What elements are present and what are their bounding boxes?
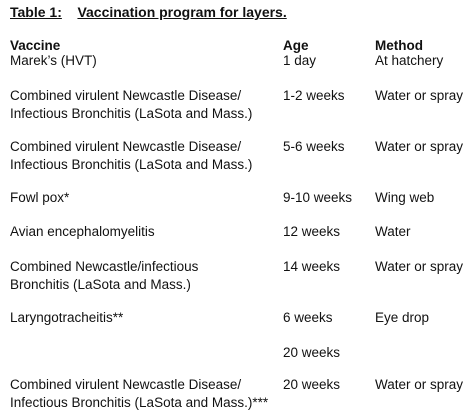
row-9-vaccine-line-2: Infectious Bronchitis (LaSota and Mass.)*** [10, 395, 269, 410]
row-7-vaccine [10, 309, 123, 327]
row-6-vaccine-line-2: Bronchitis (LaSota and Mass.) [10, 277, 191, 292]
row-9-age: 20 weeks [283, 377, 341, 392]
row-5-method: Water [375, 224, 411, 239]
row-9-method: Water or spray [375, 377, 464, 392]
row-2-vaccine-line-2: Infectious Bronchitis (LaSota and Mass.) [10, 106, 253, 121]
table-title-text: Vaccination program for layers. [77, 4, 287, 20]
row-3-vaccine [10, 138, 252, 174]
row-6-age: 14 weeks [283, 259, 341, 274]
row-6-vaccine-line-1: Combined Newcastle/infectious [10, 259, 199, 274]
row-2-method: Water or spray [375, 88, 464, 103]
row-9-vaccine [10, 376, 268, 412]
row-8-age: 20 weeks [283, 345, 341, 360]
row-1-method: At hatchery [375, 53, 444, 68]
table-title-prefix: Table 1: [10, 4, 62, 20]
row-7-vaccine-line-1: Laryngotracheitis** [10, 310, 124, 325]
row-7-age: 6 weeks [283, 310, 333, 325]
row-2-age: 1-2 weeks [283, 88, 345, 103]
row-5-age: 12 weeks [283, 224, 341, 239]
row-6-method: Water or spray [375, 259, 464, 274]
table-title [10, 4, 287, 20]
row-1-vaccine-line-1: Marek’s (HVT) [10, 53, 97, 68]
row-5-vaccine-line-1: Avian encephalomyelitis [10, 224, 155, 239]
row-1-age: 1 day [283, 53, 317, 68]
row-1-vaccine [10, 52, 97, 70]
row-4-age: 9-10 weeks [283, 190, 353, 205]
row-3-vaccine-line-1: Combined virulent Newcastle Disease/ [10, 139, 242, 154]
row-3-age: 5-6 weeks [283, 139, 345, 154]
row-9-vaccine-line-1: Combined virulent Newcastle Disease/ [10, 377, 242, 392]
row-3-method: Water or spray [375, 139, 464, 154]
row-5-vaccine [10, 223, 155, 241]
row-4-method: Wing web [375, 190, 435, 205]
header-age: Age [283, 38, 309, 53]
row-4-vaccine-line-1: Fowl pox* [10, 190, 70, 205]
row-7-method: Eye drop [375, 310, 430, 325]
row-2-vaccine-line-1: Combined virulent Newcastle Disease/ [10, 88, 242, 103]
row-6-vaccine [10, 258, 198, 294]
header-method: Method [375, 38, 423, 53]
header-vaccine: Vaccine [10, 38, 61, 53]
row-2-vaccine [10, 87, 252, 123]
row-4-vaccine [10, 189, 69, 207]
row-3-vaccine-line-2: Infectious Bronchitis (LaSota and Mass.) [10, 157, 253, 172]
